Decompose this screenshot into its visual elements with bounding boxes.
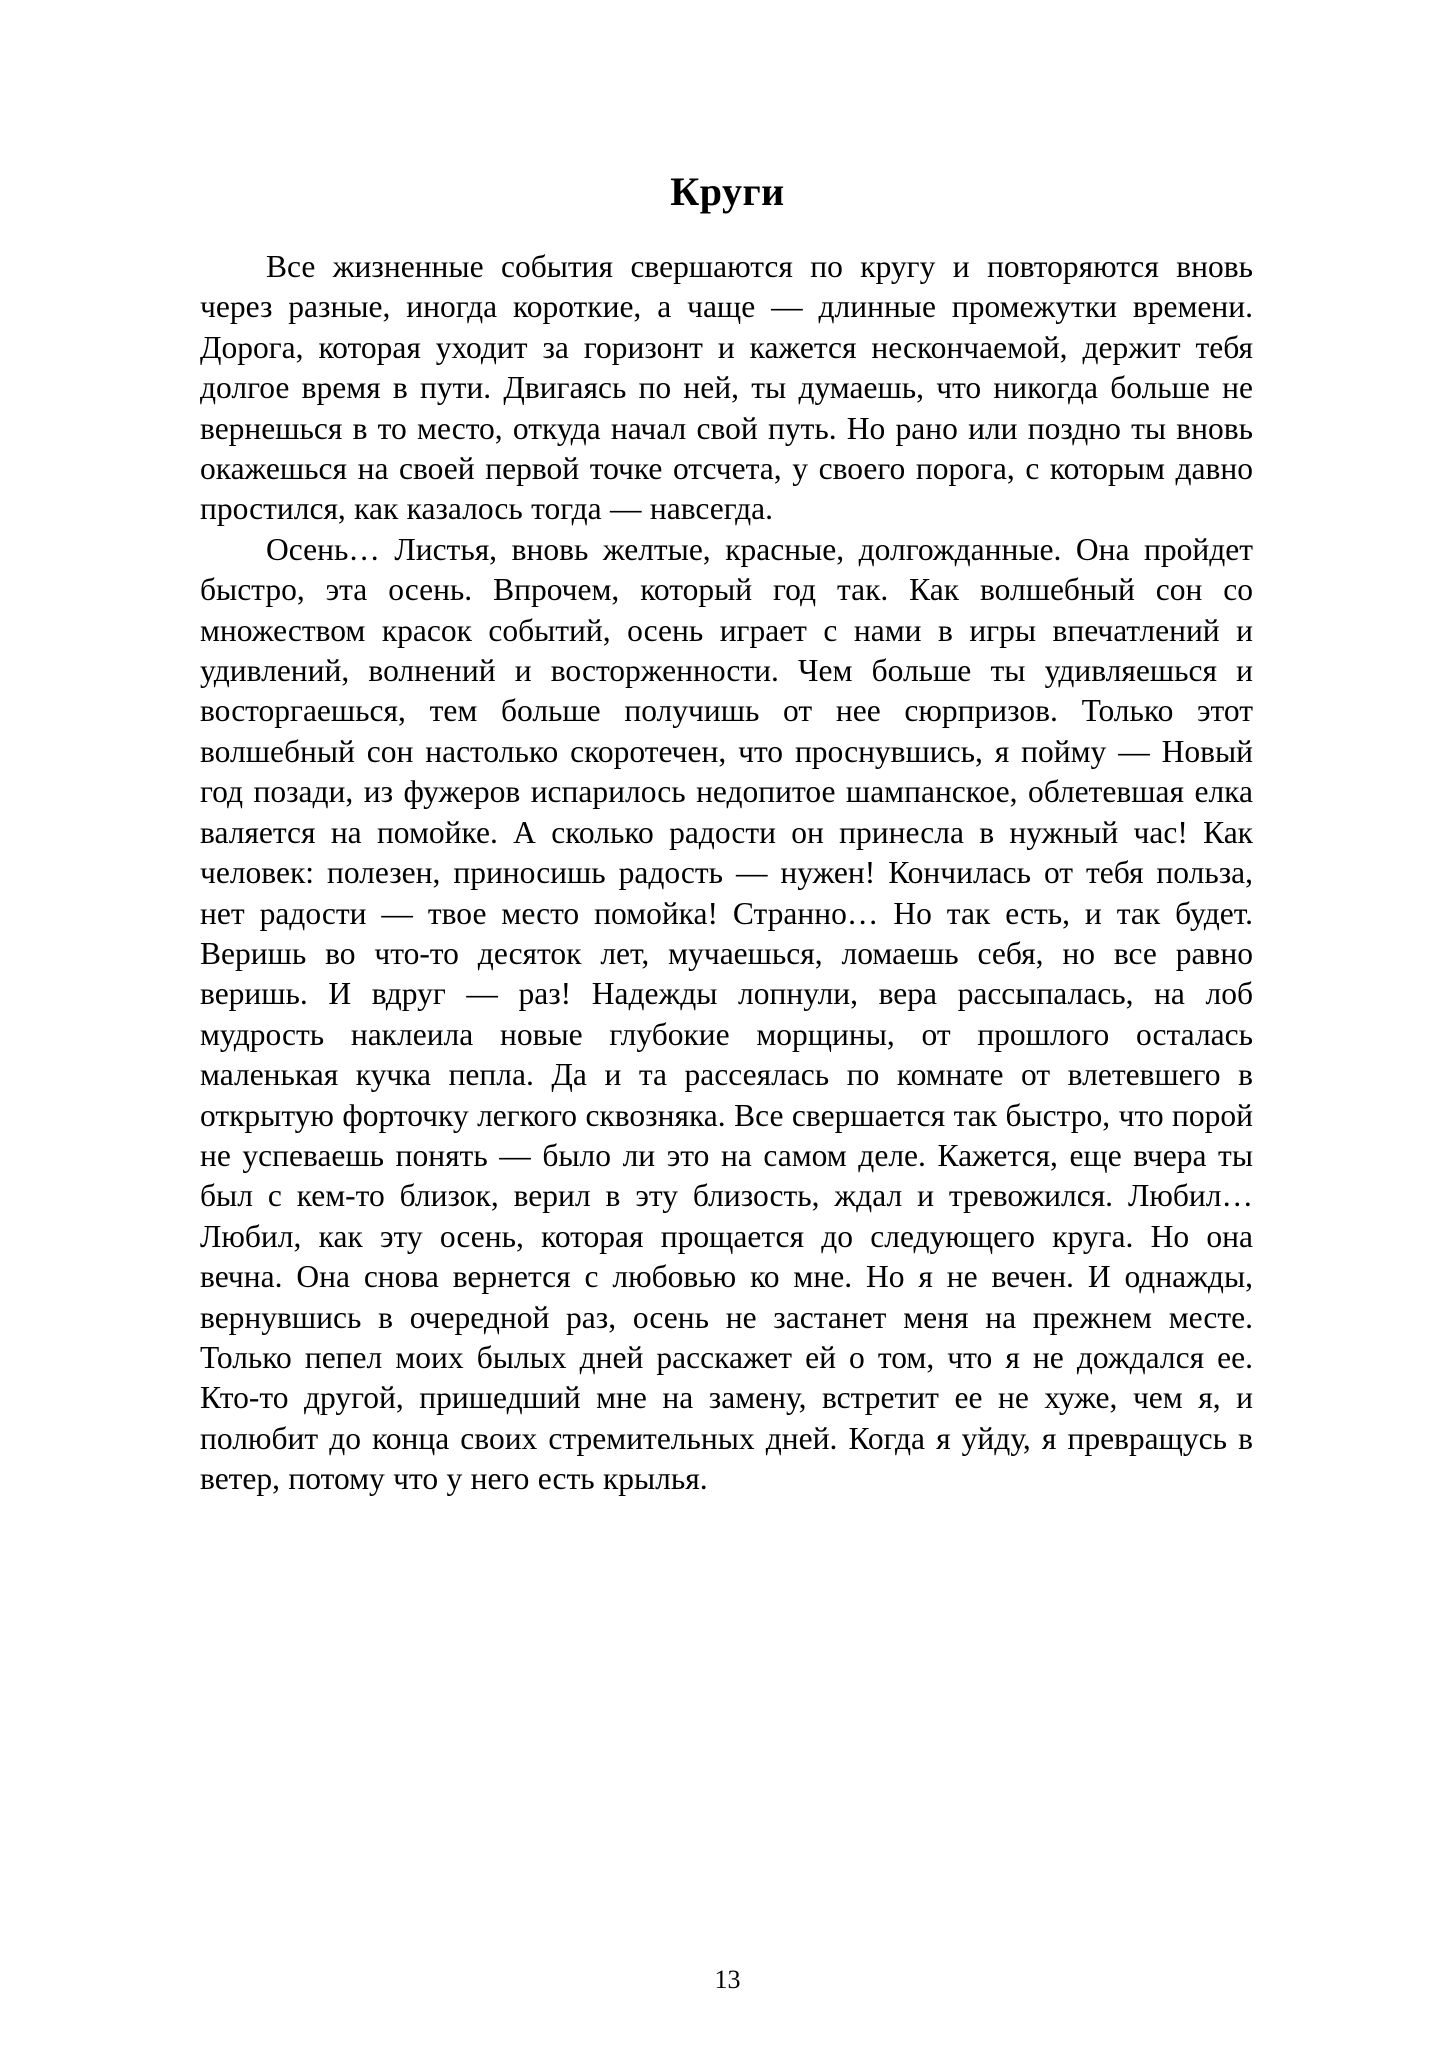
page-title: Круги: [670, 169, 785, 214]
paragraph: Осень… Листья, вновь желтые, красные, долгожданные. Она пройдет быстро, эта осень. Впрочем, который год так. Как волшебный сон со множеством красок событий, осень играет с нами в игры впечатлений и удивлений, волнений и восторженности. Чем больше ты удивляешься и восторгаешься, тем больше получишь от нее сюрпризов. Только этот волшебный сон настолько скоротечен, что проснувшись, я пойму — Новый год позади, из фужеров испарилось недопитое шампанское, облетевшая елка валяется на помойке. А сколько радости он принесла в нужный час! Как человек: полезен, приносишь радость — нужен! Кончилась от тебя польза, нет радости — твое место помойка! Странно… Но так есть, и так будет. Веришь во что-то десяток лет, мучаешься, ломаешь себя, но все равно веришь. И вдруг — раз! Надежды лопнули, вера рассыпалась, на лоб мудрость наклеила новые глубокие морщины, от прошлого осталась маленькая кучка пепла. Да и та рассеялась по комнате от влетевшего в открытую форточку легкого сквозняка. Все свершается так быстро, что порой не успеваешь понять — было ли это на самом деле. Кажется, еще вчера ты был с кем-то близок, верил в эту близость, ждал и тревожился. Любил… Любил, как эту осень, которая прощается до следующего круга. Но она вечна. Она снова вернется с любовью ко мне. Но я не вечен. И однажды, вернувшись в очередной раз, осень не застанет меня на прежнем месте. Только пепел моих былых дней расскажет ей о том, что я не дождался ее. Кто-то другой, пришедший мне на замену, встретит ее не хуже, чем я, и полюбит до конца своих стремительных дней. Когда я уйду, я превращусь в ветер, потому что у него есть крылья.: [200, 531, 1253, 1497]
body-text: [200, 247, 1253, 1500]
paragraph: Все жизненные события свершаются по кругу и повторяются вновь через разные, иногда короткие, а чаще — длинные промежутки времени. Дорога, которая уходит за горизонт и кажется нескончаемой, держит тебя долгое время в пути. Двигаясь по ней, ты думаешь, что никогда больше не вернешься в то место, откуда начал свой путь. Но рано или поздно ты вновь окажешься на своей первой точке отсчета, у своего порога, с которым давно простился, как казалось тогда — навсегда.: [200, 249, 1253, 527]
page-number: 13: [714, 1965, 741, 1994]
